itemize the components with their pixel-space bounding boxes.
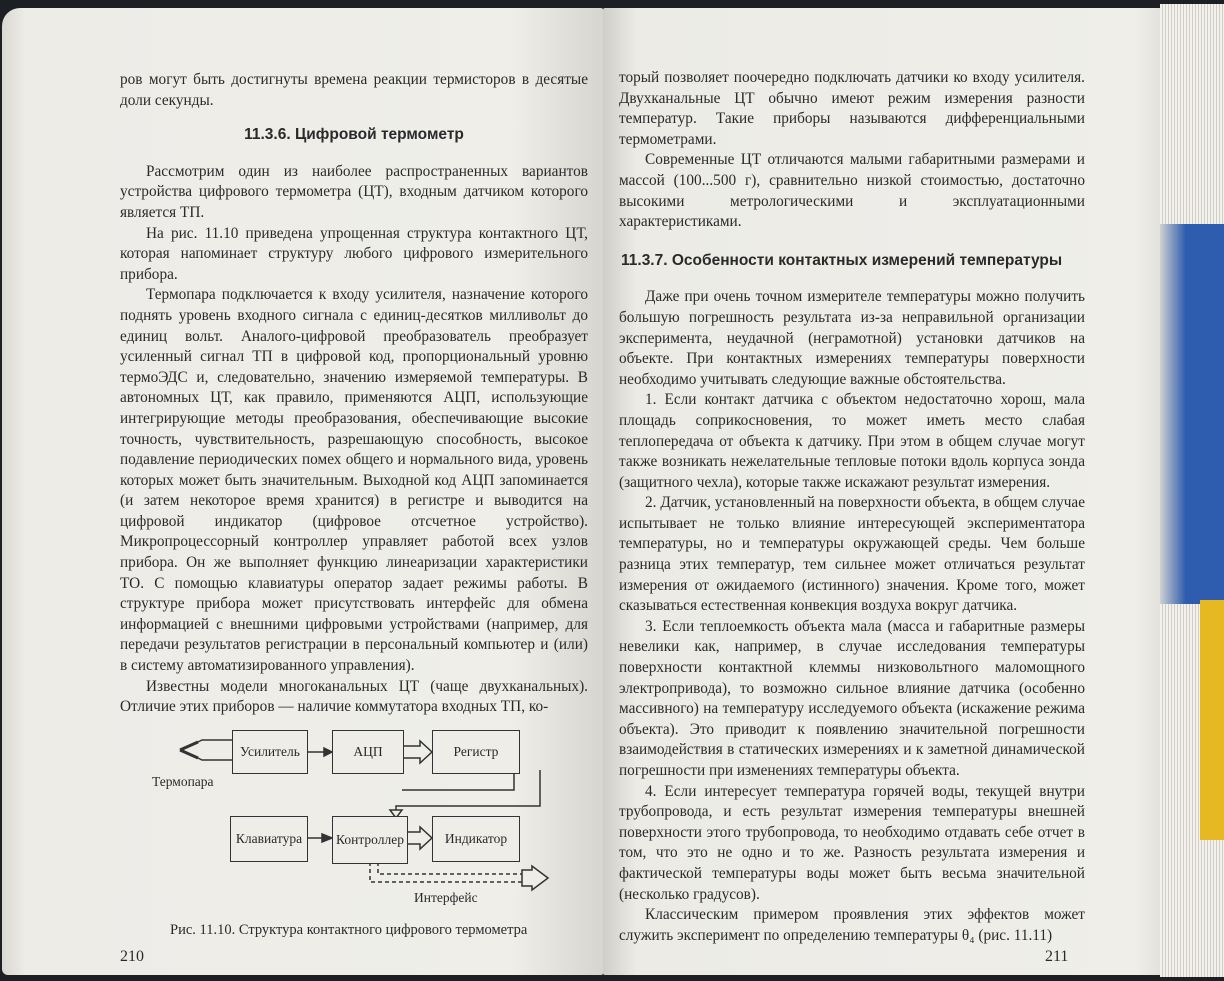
indicator-label: Индикатор: [444, 831, 508, 846]
amplifier-label: Усилитель: [240, 744, 300, 759]
indicator-block: [432, 816, 520, 862]
figure-11-10: [120, 710, 590, 938]
bookmark-tab: [1200, 600, 1224, 840]
paragraph: Даже при очень точном измерителе температуры можно получить большую погрешность результата из-за неправильной организации эксперимента, неудачной (неграмотной) установки датчиков на объекте. При контактных измерениях температуры поверхности необходимо учитывать следующие важные обстоятельства.: [619, 288, 1085, 388]
keyboard-label: Клавиатура: [235, 831, 303, 846]
right-text-column: [619, 68, 1085, 946]
paragraph: Современные ЦТ отличаются малыми габаритными размерами и массой (100...500 г), сравнительно низкой стоимостью, достаточно высокими метрологическими и эксплуатационными характеристиками.: [619, 151, 1085, 231]
paragraph: 2. Датчик, установленный на поверхности объекта, в общем случае испытывает не только влияние интересующей экспериментатора температуры, но и температуры окружающей среды. Чем больше разница этих температур, тем сильнее может отличаться результат измерения от ожидаемого (истинного) значения. Кроме того, может сказываться естественная конвекция воздуха вокруг датчика.: [619, 494, 1085, 615]
page-number: 211: [1045, 948, 1069, 965]
right-page: [603, 8, 1165, 975]
section-heading: 11.3.7. Особенности контактных измерений температуры: [621, 251, 1063, 269]
paragraph: На рис. 11.10 приведена упрощенная структура контактного ЦТ, которая напоминает структуру любого цифрового измерительного прибора.: [120, 224, 588, 283]
paragraph: Известны модели многоканальных ЦТ (чаще двухканальных). Отличие этих приборов — наличие коммутатора входных ТП, ко-: [120, 677, 588, 716]
amplifier-block: [232, 730, 308, 774]
controller-block: [332, 816, 408, 864]
paragraph: ров могут быть достигнуты времена реакции термисторов в десятые доли секунды.: [120, 71, 588, 109]
cover-edge: [1160, 224, 1224, 604]
paragraph: торый позволяет поочередно подключать датчики ко входу усилителя. Двухканальные ЦТ обычно имеют режим измерения разности температур. Такие приборы называются дифференциальными термометрами.: [619, 69, 1085, 148]
left-text-column: [120, 70, 588, 718]
keyboard-block: [230, 816, 308, 862]
interface-label: Интерфейс: [414, 890, 478, 905]
adc-label: АЦП: [353, 744, 383, 759]
left-page: [2, 8, 603, 975]
paragraph: Термопара подключается к входу усилителя, назначение которого поднять уровень входного сигнала с единиц-десятков милливольт до единиц вольт. Аналого-цифровой преобразователь преобразует усиленный сигнал ТП в цифровой код, пропорциональный уровню термоЭДС и, следовательно, значению измеряемой температуры. В автономных ЦТ, как правило, применяются АЦП, использующие интегрирующие методы преобразования, обеспечивающие высокие точность, чувствительность, разрешающую способность, высокое подавление периодических помех общего и нормального вида, уровень которых может быть значительным. Выходной код АЦП запоминается (и затем некоторое время хранится) в регистре и выводится на цифровой индикатор (цифровое отсчетное устройство). Микропроцессорный контроллер управляет работой всех узлов прибора. Он же выполняет функцию линеаризации характеристики ТО. С помощью клавиатуры оператор задает режимы работы. В структуре прибора может присутствовать интерфейс для обмена информацией с внешними цифровыми устройствами (например, для передачи результатов регистрации в персональный компьютер и (или) в систему автоматизированного управления).: [120, 286, 588, 675]
register-block: [432, 730, 520, 774]
section-heading: 11.3.6. Цифровой термометр: [244, 126, 464, 144]
page-number: 210: [120, 948, 144, 965]
register-label: Регистр: [453, 744, 499, 759]
figure-caption: Рис. 11.10. Структура контактного цифрового термометра: [170, 922, 528, 938]
paragraph: 1. Если контакт датчика с объектом недостаточно хорош, мала площадь соприкосновения, то может иметь место слабая теплопередача от объекта к датчику. При этом в общем случае могут также возникать нежелательные тепловые потоки вдоль корпуса зонда (защитного чехла), которые также искажают результат измерения.: [619, 391, 1085, 491]
paragraph: 3. Если теплоемкость объекта мала (масса и габаритные размеры невелики как, например, в случае исследования температуры поверхности контактной клеммы низковольтного маломощного электропривода), то возможно сильное влияние датчика (особенно массивного) на температуру исследуемого объекта (искажение режима объекта). Это приводит к появлению значительной погрешности взаимодействия в статических измерениях и к заметной динамической погрешности при изменениях температуры объекта.: [619, 617, 1085, 779]
book-page-edges: [1160, 4, 1224, 977]
paragraph: Классическим примером проявления этих эффектов может служить эксперимент по определению температуры θ₄ (рис. 11.11): [619, 906, 1085, 944]
adc-block: [332, 730, 404, 774]
paragraph: 4. Если интересует температура горячей воды, текущей внутри трубопровода, и есть результат измерения температуры внешней поверхности этого трубопровода, то необходимо отдавать себе отчет в том, что это не одно и то же. Разность результата измерения и фактической температуры воды может быть весьма значительной (несколько градусов).: [619, 782, 1085, 903]
controller-label: Контроллер: [336, 832, 404, 847]
thermocouple-label: Термопара: [152, 774, 214, 789]
paragraph: Рассмотрим один из наиболее распространенных вариантов устройства цифрового термометра (ЦТ), входным датчиком которого является ТП.: [120, 162, 588, 221]
